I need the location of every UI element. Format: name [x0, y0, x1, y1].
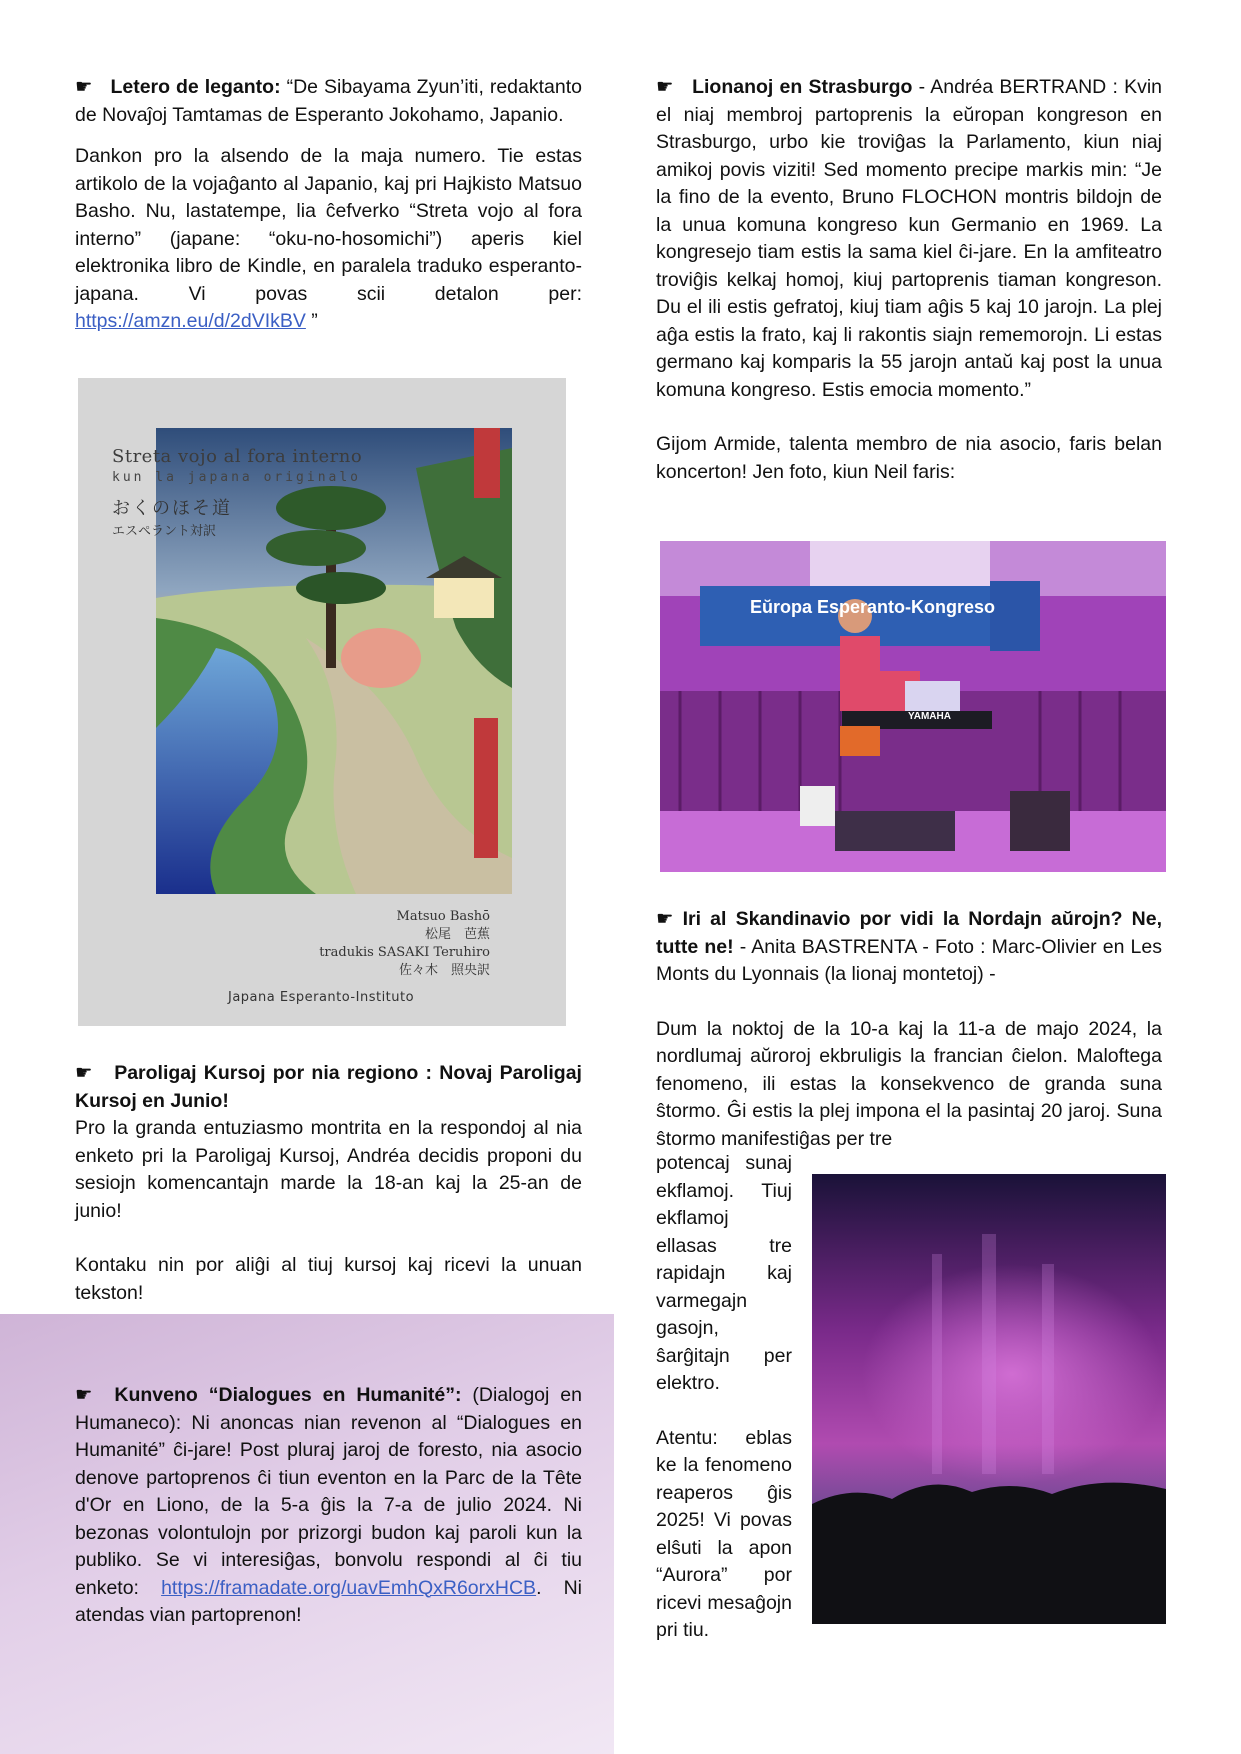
kunveno-body: ☛ Kunveno “Dialogues en Humanité”: (Dialogoj en Humaneco): Ni anoncas nian revenon al “Dialogues en Humanité” ĉi-jare! Post pluraj jaroj de foresto, nia asocio denove partoprenos ĉi tiun eventon en la Parc de la Tête d'Or en Liono, de la 5-a ĝis la 7-a de julio 2024. Ni bezonas volontulojn por prizorgi budon kaj paroli kun la publiko. Se vi interesiĝas, bonvolu respondi al ĉi tiu enketo: https://framadate.org/uavEmhQxR6orxHCB. Ni atendas vian partoprenon! — [75, 1384, 583, 1626]
cover-jp-title: おくのほそ道 — [112, 498, 232, 519]
letero-body: Dankon pro la alsendo de la maja numero. Tie estas artikolo de la vojaĝanto al Japanio, kaj pri Hajkisto Matsuo Basho. Nu, lastatempe, lia ĉefverko “Streta vojo al fora interno” (japane: “oku-no-hosomichi”) aperis kiel elektronika libro de Kindle, en paralela traduko esperanto-japana. Vi povas scii detalon per: https://amzn.eu/d/2dVIkBV ” — [75, 145, 582, 332]
gijom-text: Gijom Armide, talenta membro de nia asocio, faris belan koncerton! Jen foto, kiun Neil faris: — [656, 433, 1162, 483]
hand-pointer-icon: ☛ — [656, 76, 674, 98]
hand-pointer-icon: ☛ — [75, 1384, 93, 1406]
aurora-photo — [812, 1174, 1166, 1624]
kunveno-heading: Kunveno “Dialogues en Humanité”: — [114, 1384, 462, 1406]
paroligaj-heading: ☛ Paroligaj Kursoj por nia regiono : Novaj Paroligaj Kursoj en Junio! — [75, 1062, 582, 1112]
letero-intro: ☛ Letero de leganto: “De Sibayama Zyun’iti, redaktanto de Novaĵoj Tamtamas de Esperanto Jokohamo, Japanio. — [75, 76, 582, 126]
aurora-body: Dum la noktoj de la 10-a kaj la 11-a de majo 2024, la nordlumaj aŭroroj ekbruligis la francian ĉielon. Maloftega fenomeno, ili estas la konsekvenco de granda suna ŝtormo. Ĝi estis la plej impona el la pasintaj 20 jaroj. Suna ŝtormo manifestiĝas per tre — [656, 1017, 1162, 1150]
lionanoj-section — [656, 74, 1162, 486]
framadate-link[interactable]: https://framadate.org/uavEmhQxR6orxHCB — [161, 1576, 537, 1599]
aurora-narrow-text: potencaj sunaj ekflamoj. Tiuj ekflamoj ellasas tre rapidajn kaj varmegajn gasojn, ŝarĝitajn per elektro. Atentu: eblas ke la fenomeno reaperos ĝis 2025! Vi povas elŝuti la apon “Aurora” por ricevi mesaĝojn pri tiu. — [656, 1150, 792, 1645]
aurora-section — [656, 906, 1162, 1153]
letero-heading: Letero de leganto: — [110, 76, 281, 98]
paroligaj-body: Pro la granda entuziasmo montrita en la respondoj al nia enketo pri la Paroligaj Kursoj, Andréa decidis proponi du sesiojn komencantajn marde la 18-an kaj la 25-an de junio! — [75, 1117, 582, 1222]
amazon-link[interactable]: https://amzn.eu/d/2dVIkBV — [75, 310, 306, 332]
banner-text: Eŭropa Esperanto-Kongreso — [750, 597, 996, 617]
concert-photo — [660, 541, 1166, 872]
letero-section — [75, 74, 582, 336]
cover-subtitle: kun la japana originalo — [112, 470, 362, 485]
cover-title: Streta vojo al fora interno — [112, 446, 363, 467]
aurora-heading: Iri al Skandinavio por vidi la Nordajn aŭrojn? Ne, tutte ne! — [656, 908, 1163, 958]
lionanoj-heading: Lionanoj en Strasburgo — [692, 76, 913, 98]
cover-publisher: Japana Esperanto-Instituto — [228, 990, 415, 1005]
hand-pointer-icon: ☛ — [75, 76, 93, 98]
cover-credits: Matsuo Bashō 松尾 芭蕉 tradukis SASAKI Teruhiro 佐々木 照央訳 — [319, 909, 490, 978]
hand-pointer-icon: ☛ — [75, 1062, 93, 1084]
paroligaj-body2: Kontaku nin por aliĝi al tiuj kursoj kaj ricevi la unuan tekston! — [75, 1254, 582, 1304]
keyboard-brand: YAMAHA — [908, 711, 951, 722]
cover-jp-subtitle: エスペラント対訳 — [112, 524, 217, 539]
book-cover-image — [78, 378, 566, 1026]
hand-pointer-icon: ☛ — [656, 908, 674, 930]
lionanoj-body: ☛ Lionanoj en Strasburgo - Andréa BERTRAND : Kvin el niaj membroj partoprenis la eŭropan kongreson en Strasburgo, urbo kie troviĝas la Parlamento, kiun niaj amikoj povis viziti! Sed momento precipe markis min: “Je la fino de la evento, Bruno FLOCHON montris bildojn de la unua komuna kongreso kun Germanio en 1969. La kongresejo tiam estis la sama kiel ĉi-jare. En la amfiteatro troviĝis kelkaj homoj, kiuj partoprenis tiaman kongreson. Du el ili estis gefratoj, kiuj tiam aĝis 5 kaj 10 jarojn. La plej aĝa estis la frato, kaj li rakontis siajn rememorojn. Li estas germano kaj komparis la 55 jarojn antaŭ kaj post la unua komuna kongreso. Estis emocia momento.” — [656, 76, 1163, 401]
atentu-text: Atentu: eblas ke la fenomeno reaperos ĝis 2025! Vi povas elŝuti la apon “Aurora” por ricevi mesaĝojn pri tiu. — [656, 1426, 792, 1641]
aurora-heading-block: ☛ Iri al Skandinavio por vidi la Nordajn aŭrojn? Ne, tutte ne! - Anita BASTRENTA - Foto : Marc-Olivier en Les Monts du Lyonnais (la lionaj montetoj) - — [656, 908, 1163, 985]
kunveno-section — [75, 1382, 582, 1630]
paroligaj-section — [75, 1060, 582, 1307]
